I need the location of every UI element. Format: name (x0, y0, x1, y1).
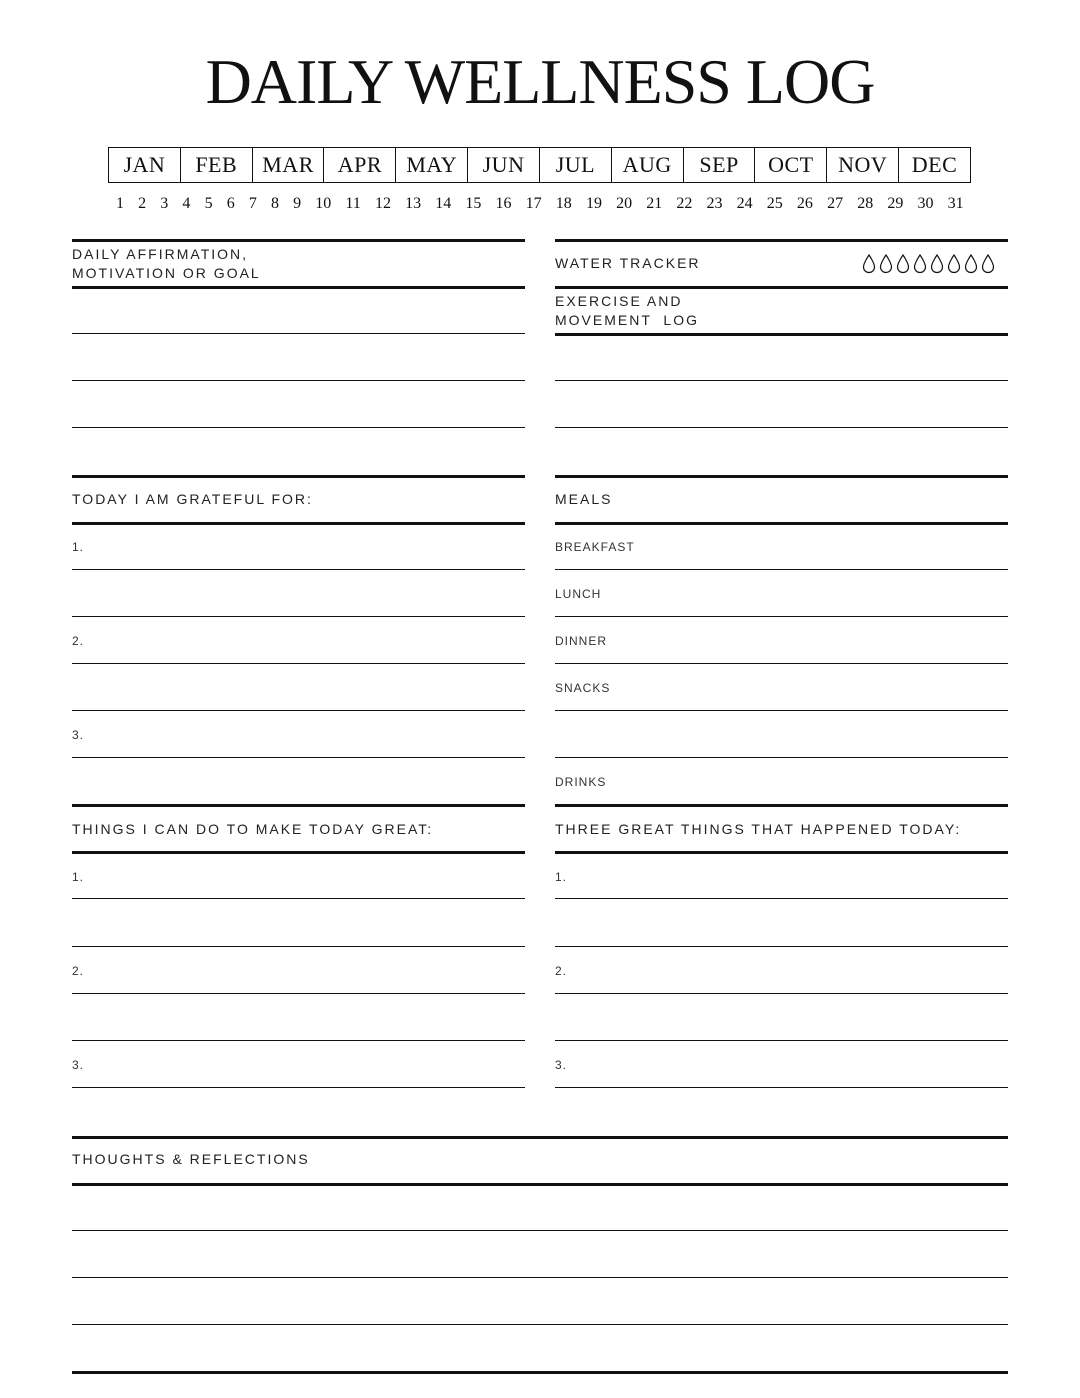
meal-label-dinner: DINNER (555, 634, 608, 648)
day-number[interactable]: 10 (315, 195, 332, 212)
day-number[interactable]: 9 (293, 195, 302, 212)
writing-line (72, 380, 525, 381)
day-number[interactable]: 5 (204, 195, 213, 212)
writing-line (555, 946, 1008, 947)
meal-label-breakfast: BREAKFAST (555, 540, 635, 554)
day-number[interactable]: 20 (616, 195, 633, 212)
drinks-label: DRINKS (555, 775, 607, 789)
writing-line (72, 1040, 525, 1041)
day-number[interactable]: 18 (555, 195, 572, 212)
day-number[interactable]: 21 (646, 195, 663, 212)
month-jul[interactable]: JUL (540, 148, 612, 182)
writing-line (555, 1040, 1008, 1041)
month-apr[interactable]: APR (324, 148, 396, 182)
month-jun[interactable]: JUN (468, 148, 540, 182)
day-number[interactable]: 17 (525, 195, 542, 212)
section-rule (72, 804, 525, 807)
grateful-item-number: 3. (72, 728, 85, 742)
three-great-item-number: 2. (555, 964, 568, 978)
section-rule (72, 475, 525, 478)
day-number[interactable]: 24 (736, 195, 753, 212)
writing-line (555, 1087, 1008, 1088)
month-oct[interactable]: OCT (755, 148, 827, 182)
exercise-heading-line1: EXERCISE AND (555, 293, 683, 309)
water-drops (862, 254, 995, 274)
writing-line (72, 1230, 1008, 1231)
writing-line (72, 616, 525, 617)
writing-line (555, 898, 1008, 899)
today-great-item-number: 3. (72, 1058, 85, 1072)
month-dec[interactable]: DEC (911, 152, 958, 177)
today-great-item-number: 1. (72, 870, 85, 884)
month-nov[interactable]: NOV (827, 148, 899, 182)
day-number[interactable]: 16 (495, 195, 512, 212)
day-number[interactable]: 28 (857, 195, 874, 212)
writing-line (555, 380, 1008, 381)
day-number[interactable]: 12 (374, 195, 391, 212)
writing-line (72, 1087, 525, 1088)
day-number[interactable]: 4 (182, 195, 191, 212)
day-number[interactable]: 29 (887, 195, 904, 212)
water-drop-icon[interactable] (964, 254, 978, 274)
day-number[interactable]: 3 (160, 195, 169, 212)
section-rule (72, 522, 525, 525)
section-rule (555, 239, 1008, 242)
writing-line (72, 993, 525, 994)
month-selector (108, 147, 971, 183)
three-great-item-number: 1. (555, 870, 568, 884)
writing-line (555, 757, 1008, 758)
affirmation-heading-line1: DAILY AFFIRMATION, (72, 246, 249, 262)
writing-line (72, 427, 525, 428)
month-sep[interactable]: SEP (684, 148, 756, 182)
water-drop-icon[interactable] (947, 254, 961, 274)
section-rule (72, 1183, 1008, 1186)
page-title: DAILY WELLNESS LOG (205, 46, 875, 117)
section-rule (72, 286, 525, 289)
month-jan[interactable]: JAN (109, 148, 181, 182)
day-number[interactable]: 15 (465, 195, 482, 212)
writing-line (72, 946, 525, 947)
water-drop-icon[interactable] (879, 254, 893, 274)
today-great-heading: THINGS I CAN DO TO MAKE TODAY GREAT: (72, 821, 434, 837)
day-number[interactable]: 27 (827, 195, 844, 212)
meals-heading: MEALS (555, 491, 613, 507)
exercise-heading (555, 292, 699, 330)
writing-line (72, 569, 525, 570)
day-number[interactable]: 2 (138, 195, 147, 212)
writing-line (72, 898, 525, 899)
meal-label-snacks: SNACKS (555, 681, 611, 695)
section-rule (555, 804, 1008, 807)
day-number[interactable]: 14 (435, 195, 452, 212)
month-may[interactable]: MAY (396, 148, 468, 182)
today-great-item-number: 2. (72, 964, 85, 978)
writing-line (72, 757, 525, 758)
thoughts-heading: THOUGHTS & REFLECTIONS (72, 1151, 310, 1167)
writing-line (555, 710, 1008, 711)
month-mar[interactable]: MAR (253, 148, 325, 182)
day-number[interactable]: 31 (947, 195, 964, 212)
section-rule (72, 1371, 1008, 1374)
water-drop-icon[interactable] (930, 254, 944, 274)
section-rule (555, 522, 1008, 525)
section-rule (555, 851, 1008, 854)
day-number[interactable]: 25 (766, 195, 783, 212)
affirmation-heading (72, 245, 261, 283)
writing-line (555, 427, 1008, 428)
water-drop-icon[interactable] (913, 254, 927, 274)
writing-line (555, 663, 1008, 664)
day-number[interactable]: 22 (676, 195, 693, 212)
day-number[interactable]: 13 (405, 195, 422, 212)
day-number[interactable]: 7 (248, 195, 257, 212)
meal-label-lunch: LUNCH (555, 587, 602, 601)
water-drop-icon[interactable] (981, 254, 995, 274)
section-rule (72, 851, 525, 854)
writing-line (72, 710, 525, 711)
day-number[interactable]: 30 (917, 195, 934, 212)
writing-line (72, 1277, 1008, 1278)
day-selector (116, 195, 964, 217)
section-rule (72, 1136, 1008, 1139)
exercise-heading-line2: MOVEMENT LOG (555, 312, 699, 328)
month-feb[interactable]: FEB (181, 148, 253, 182)
section-rule (555, 475, 1008, 478)
writing-line (555, 616, 1008, 617)
day-number[interactable]: 11 (345, 195, 361, 212)
affirmation-heading-line2: MOTIVATION OR GOAL (72, 265, 261, 281)
month-aug[interactable]: AUG (612, 148, 684, 182)
writing-line (72, 333, 525, 334)
writing-line (555, 993, 1008, 994)
writing-line (555, 569, 1008, 570)
day-number[interactable]: 6 (226, 195, 235, 212)
water-drop-icon[interactable] (896, 254, 910, 274)
day-number[interactable]: 1 (116, 195, 124, 212)
writing-line (72, 663, 525, 664)
writing-line (72, 1324, 1008, 1325)
section-rule (555, 286, 1008, 289)
day-number[interactable]: 26 (796, 195, 813, 212)
day-number[interactable]: 19 (585, 195, 602, 212)
water-drop-icon[interactable] (862, 254, 876, 274)
three-great-item-number: 3. (555, 1058, 568, 1072)
day-number[interactable]: 23 (706, 195, 723, 212)
section-rule (555, 333, 1008, 336)
grateful-item-number: 1. (72, 540, 85, 554)
water-tracker-heading: WATER TRACKER (555, 255, 701, 271)
day-number[interactable]: 8 (270, 195, 279, 212)
section-rule (72, 239, 525, 242)
three-great-heading: THREE GREAT THINGS THAT HAPPENED TODAY: (555, 821, 962, 837)
grateful-heading: TODAY I AM GRATEFUL FOR: (72, 491, 313, 507)
grateful-item-number: 2. (72, 634, 85, 648)
